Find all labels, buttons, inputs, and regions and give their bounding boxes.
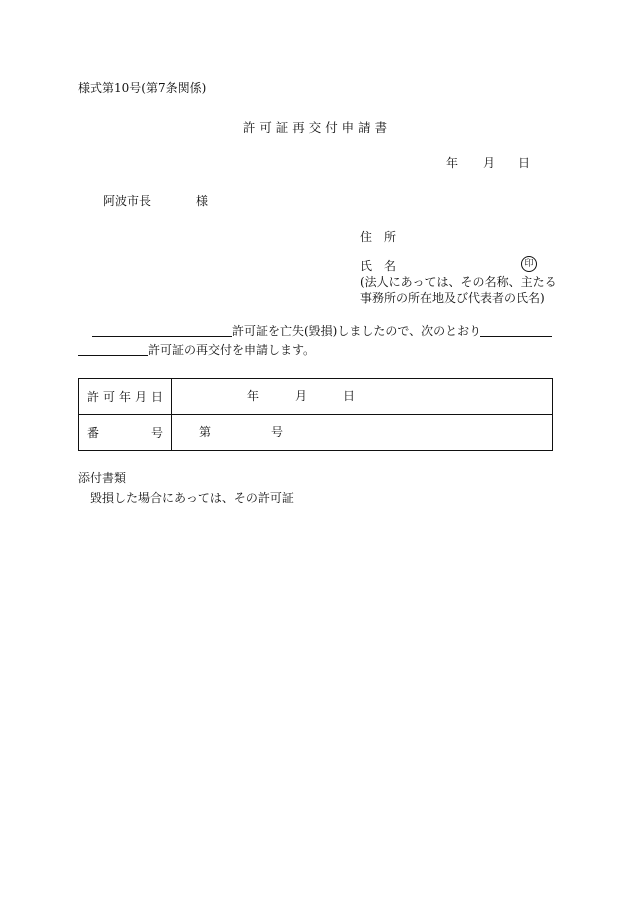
permit-date-month: 月 [295,389,308,403]
label-char: 年 [118,390,131,404]
attachments-item: 毀損した場合にあっては、その許可証 [90,491,294,505]
label-char: 可 [102,390,115,404]
label-char: 番 [87,426,100,440]
permit-date-label-cell [79,379,172,415]
label-char: 月 [134,390,147,404]
label-char: 許 [87,390,100,404]
table-row [79,379,553,415]
name-label: 氏 名 [360,259,397,273]
addressee-honorific: 様 [196,194,209,208]
permit-date-year: 年 [247,389,260,403]
blank-line-permit-name-end[interactable] [78,355,148,356]
label-char: 日 [150,390,163,404]
body-text-line-1: 許可証を亡失(毀損)しましたので、次のとおり [232,324,482,338]
permit-info-table [78,378,553,451]
date-month-label: 月 [483,156,496,170]
body-text-line-2: 許可証の再交付を申請します。 [148,343,316,357]
blank-line-permit-type[interactable] [92,336,232,337]
form-number: 様式第10号(第7条関係) [78,81,207,95]
attachments-heading: 添付書類 [78,471,127,485]
permit-number-label-cell [79,415,172,451]
permit-date-value-cell[interactable] [172,379,553,415]
permit-number-suffix: 号 [271,425,284,439]
permit-date-day: 日 [343,389,356,403]
corporation-note-line-2: 事務所の所在地及び代表者の氏名) [360,291,545,305]
document-title: 許 可 証 再 交 付 申 請 書 [242,120,388,135]
blank-line-permit-name-start[interactable] [480,336,552,337]
seal-icon: 印 [521,256,537,272]
addressee-name: 阿波市長 [103,194,152,208]
date-day-label: 日 [518,156,531,170]
table-row [79,415,553,451]
label-char: 号 [150,426,163,440]
address-label: 住 所 [360,230,397,244]
permit-number-value-cell[interactable] [172,415,553,451]
permit-number-prefix: 第 [199,425,212,439]
date-year-label: 年 [446,156,459,170]
corporation-note-line-1: (法人にあっては、その名称、主たる [360,275,557,289]
